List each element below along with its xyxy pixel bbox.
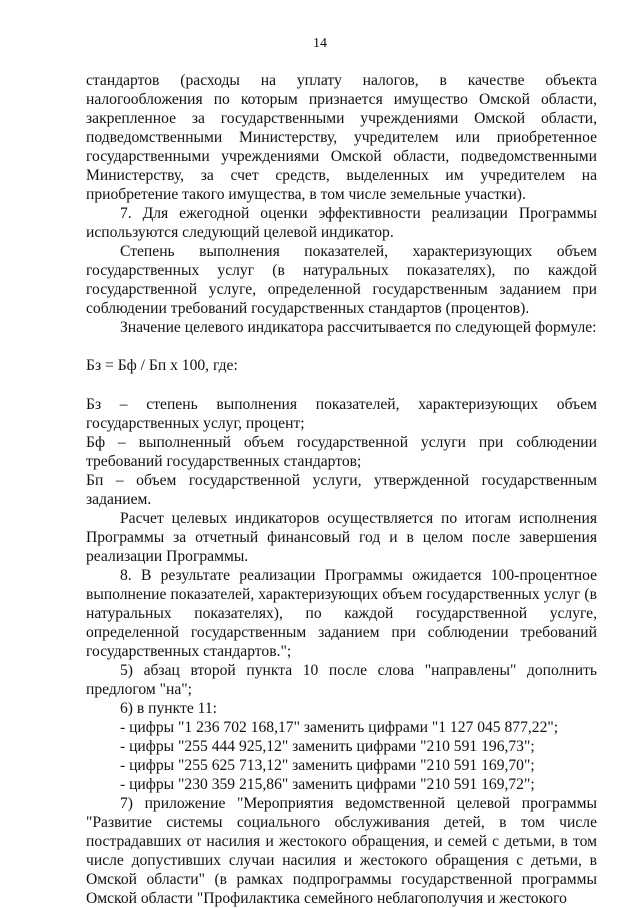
amendment-figures-2: - цифры "255 444 925,12" заменить цифрами "210 591 196,73"; bbox=[120, 738, 535, 755]
paragraph-item-8: 8. В результате реализации Программы ожидается 100-процентное выполнение показателей, характеризующих объем государственных услуг (в натуральных показателях), по каждой государственной услуге, определенной государственным заданием при соблюдении требований государственных стандартов."; bbox=[86, 567, 597, 660]
formula: Бз = Бф / Бп х 100, где: bbox=[86, 357, 238, 374]
formula-term-bp: Бп – объем государственной услуги, утвержденной государственным заданием. bbox=[86, 472, 597, 508]
formula-term-bf: Бф – выполненный объем государственной услуги при соблюдении требований государственных стандартов; bbox=[86, 434, 597, 470]
amendment-item-6: 6) в пункте 11: bbox=[120, 700, 217, 717]
paragraph-formula-intro: Значение целевого индикатора рассчитывается по следующей формуле: bbox=[120, 319, 597, 336]
amendment-item-5: 5) абзац второй пункта 10 после слова "направлены" дополнить предлогом "на"; bbox=[86, 662, 597, 698]
document-body bbox=[86, 71, 597, 908]
blank-line bbox=[86, 337, 597, 356]
paragraph-calculation-note: Расчет целевых индикаторов осуществляется по итогам исполнения Программы за отчетный финансовый год и в целом после завершения реализации Программы. bbox=[86, 510, 597, 565]
paragraph-indicator-definition: Степень выполнения показателей, характеризующих объем государственных услуг (в натуральных показателях), по каждой государственной услуге, определенной государственным заданием при соблюдении требований государственных стандартов (процентов). bbox=[86, 243, 597, 317]
amendment-item-7: 7) приложение "Мероприятия ведомственной целевой программы "Развитие системы социального обслуживания детей, в том числе пострадавших от насилия и жестокого обращения, и семей с детьми, в том числе допустивших случаи насилия и жестокого обращения с детьми, в Омской области" (в рамках подпрограммы государственной программы Омской области "Профилактика семейного неблагополучия и жестокого bbox=[86, 795, 597, 907]
page-number: 14 bbox=[313, 36, 327, 51]
formula-term-bz: Бз – степень выполнения показателей, характеризующих объем государственных услуг, процент; bbox=[86, 396, 597, 432]
amendment-figures-4: - цифры "230 359 215,86" заменить цифрами "210 591 169,72"; bbox=[120, 776, 535, 793]
amendment-figures-3: - цифры "255 625 713,12" заменить цифрами "210 591 169,70"; bbox=[120, 757, 535, 774]
paragraph-standards-continuation: стандартов (расходы на уплату налогов, в качестве объекта налогообложения по которым признается имущество Омской области, закрепленное за государственными учреждениями Омской области, подведомственными Министерству, учредителем или приобретенное государственными учреждениями Омской области, подведомственными Министерству, за счет средств, выделенных им учредителем на приобретение такого имущества, в том числе земельные участки). bbox=[86, 72, 597, 203]
amendment-figures-1: - цифры "1 236 702 168,17" заменить цифрами "1 127 045 877,22"; bbox=[120, 719, 559, 736]
paragraph-item-7: 7. Для ежегодной оценки эффективности реализации Программы используются следующий целевой индикатор. bbox=[86, 205, 597, 241]
